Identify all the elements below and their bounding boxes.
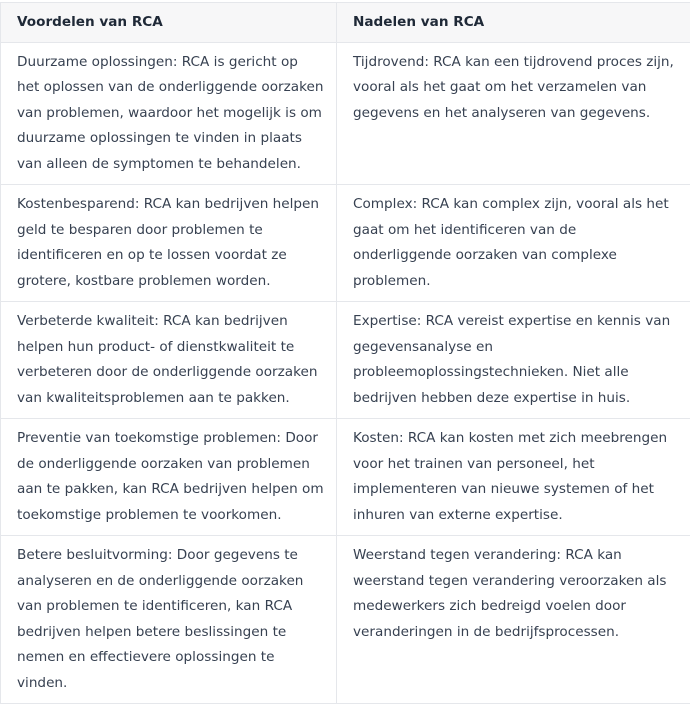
disadvantage-cell: Tijdrovend: RCA kan een tijdrovend proces zijn, vooral als het gaat om het verzamelen van gegevens en het analyseren van gegevens. (337, 42, 690, 185)
table-header-row (1, 3, 690, 43)
header-disadvantages: Nadelen van RCA (337, 3, 690, 43)
table-row (1, 536, 690, 704)
disadvantage-cell: Complex: RCA kan complex zijn, vooral als het gaat om het identificeren van de onderliggende oorzaken van complexe problemen. (337, 185, 690, 302)
table-row (1, 42, 690, 185)
disadvantage-cell: Weerstand tegen verandering: RCA kan weerstand tegen verandering veroorzaken als medewerkers zich bedreigd voelen door veranderingen in de bedrijfsprocessen. (337, 536, 690, 704)
advantage-cell: Duurzame oplossingen: RCA is gericht op het oplossen van de onderliggende oorzaken van problemen, waardoor het mogelijk is om duurzame oplossingen te vinden in plaats van alleen de symptomen te behandelen. (1, 42, 337, 185)
advantage-cell: Preventie van toekomstige problemen: Door de onderliggende oorzaken van problemen aan te pakken, kan RCA bedrijven helpen om toekomstige problemen te voorkomen. (1, 419, 337, 536)
header-advantages: Voordelen van RCA (1, 3, 337, 43)
table-row (1, 419, 690, 536)
disadvantage-cell: Expertise: RCA vereist expertise en kennis van gegevensanalyse en probleemoplossingstechnieken. Niet alle bedrijven hebben deze expertise in huis. (337, 302, 690, 419)
rca-comparison-table (0, 2, 690, 704)
table-row (1, 185, 690, 302)
table-row (1, 302, 690, 419)
advantage-cell: Betere besluitvorming: Door gegevens te analyseren en de onderliggende oorzaken van problemen te identificeren, kan RCA bedrijven helpen betere beslissingen te nemen en effectievere oplossingen te vinden. (1, 536, 337, 704)
advantage-cell: Kostenbesparend: RCA kan bedrijven helpen geld te besparen door problemen te identificeren en op te lossen voordat ze grotere, kostbare problemen worden. (1, 185, 337, 302)
disadvantage-cell: Kosten: RCA kan kosten met zich meebrengen voor het trainen van personeel, het implementeren van nieuwe systemen of het inhuren van externe expertise. (337, 419, 690, 536)
advantage-cell: Verbeterde kwaliteit: RCA kan bedrijven helpen hun product- of dienstkwaliteit te verbeteren door de onderliggende oorzaken van kwaliteitsproblemen aan te pakken. (1, 302, 337, 419)
